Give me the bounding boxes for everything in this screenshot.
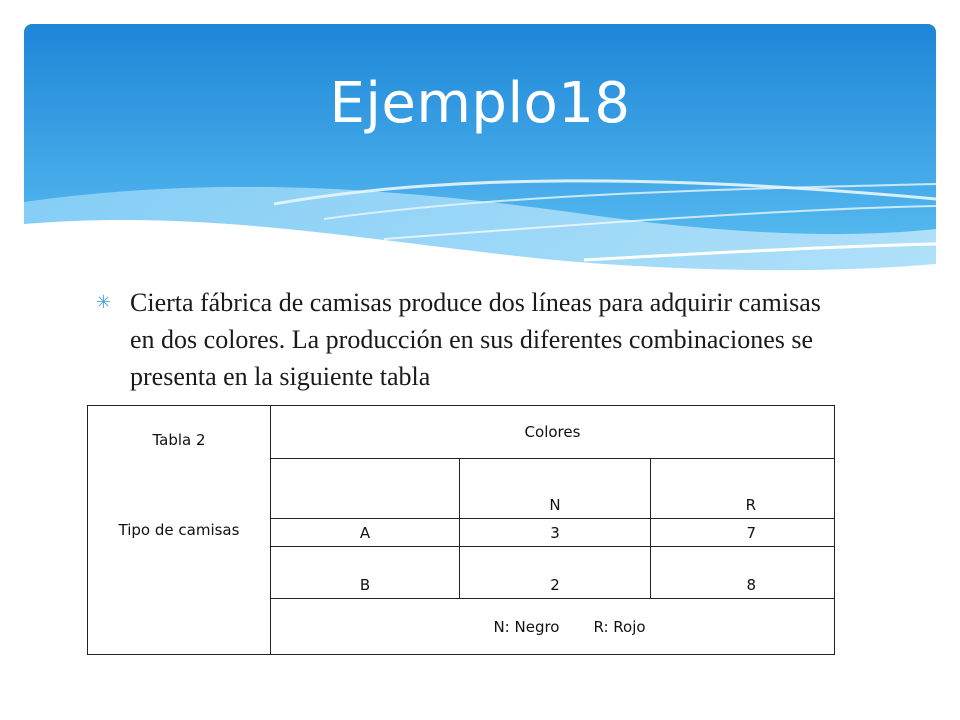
table-caption: Tabla 2 — [152, 431, 206, 449]
slide-title: Ejemplo18 — [329, 71, 631, 136]
empty-cell — [271, 459, 460, 519]
title-banner — [24, 24, 936, 272]
cell-a-n: 3 — [460, 519, 651, 547]
column-header-n: N — [460, 459, 651, 519]
cell-b-n: 2 — [460, 547, 651, 599]
row-header-label: Tipo de camisas — [118, 521, 240, 539]
bullet-paragraph — [96, 284, 840, 395]
bullet-text: Cierta fábrica de camisas produce dos líneas para adquirir camisas en dos colores. La producción en sus diferentes combinaciones se presenta en la siguiente tabla — [130, 288, 821, 391]
colors-header: Colores — [271, 406, 835, 459]
wave-background — [24, 24, 936, 272]
shirt-production-table — [87, 405, 835, 655]
asterisk-bullet-icon: ✳ — [96, 292, 112, 312]
column-header-r: R — [651, 459, 835, 519]
legend-r: R: Rojo — [593, 617, 646, 636]
row-label-b: B — [271, 547, 460, 599]
row-label-a: A — [271, 519, 460, 547]
legend-n: N: Negro — [493, 617, 560, 636]
cell-a-r: 7 — [651, 519, 835, 547]
row-header-cell — [88, 406, 271, 655]
legend-cell — [271, 599, 835, 655]
cell-b-r: 8 — [651, 547, 835, 599]
